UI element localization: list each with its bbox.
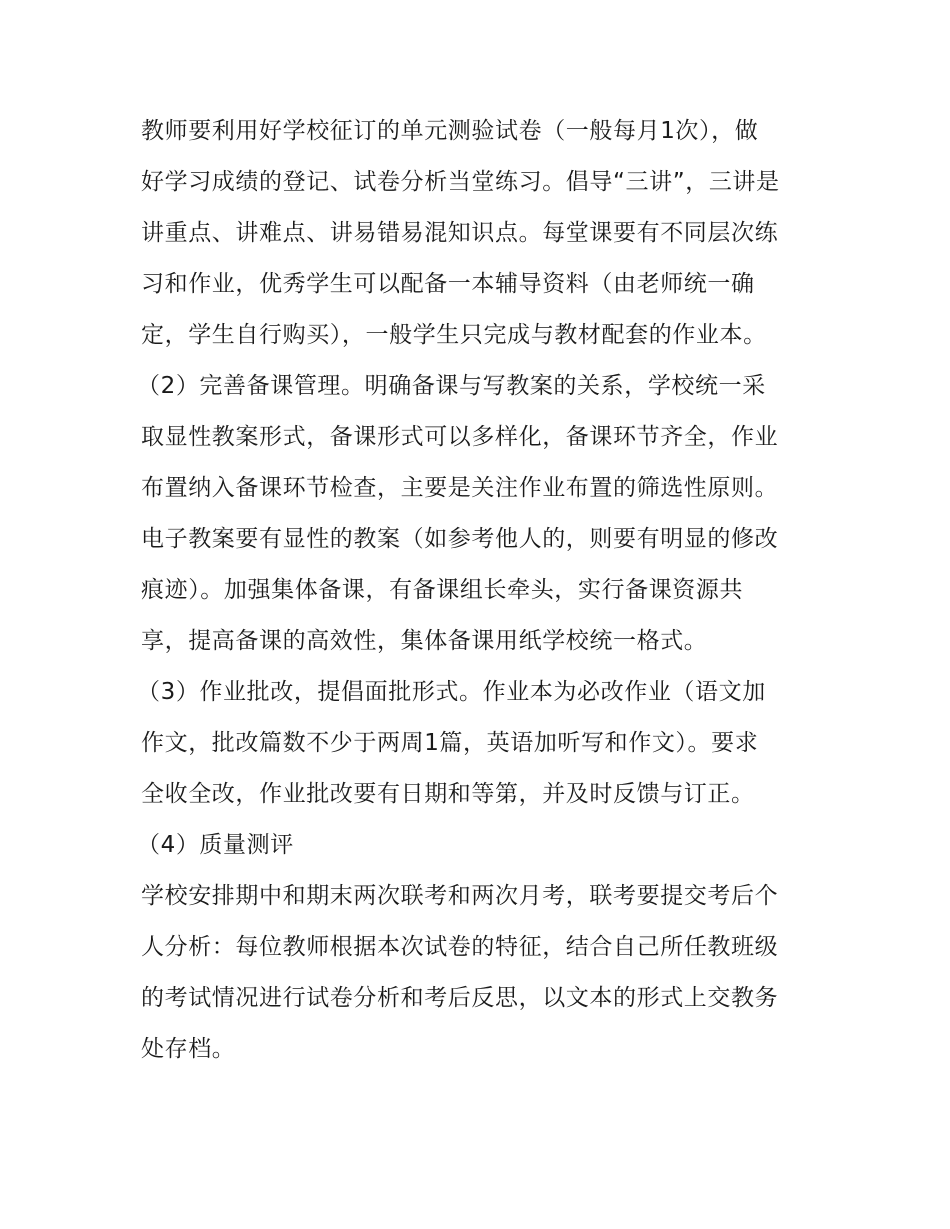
- text-line: 痕迹）。加强集体备课，有备课组长牵头，实行备课资源共: [141, 577, 744, 603]
- text-line: 学校安排期中和期末两次联考和两次月考，联考要提交考后个: [141, 883, 779, 909]
- text-line: 享，提高备课的高效性，集体备课用纸学校统一格式。: [141, 628, 708, 654]
- text-line: 取显性教案形式，备课形式可以多样化，备课环节齐全，作业: [141, 424, 779, 450]
- text-line: 人分析：每位教师根据本次试卷的特征，结合自己所任教班级: [141, 934, 779, 960]
- text-line: 布置纳入备课环节检查，主要是关注作业布置的筛选性原则。: [141, 475, 779, 501]
- section-heading-line: （2）完善备课管理。明确备课与写教案的关系，学校统一采: [137, 373, 766, 399]
- text-line: 作文，批改篇数不少于两周1篇，英语加听写和作文）。要求: [141, 730, 759, 756]
- text-line: 电子教案要有显性的教案（如参考他人的，则要有明显的修改: [141, 526, 779, 552]
- text-line: 习和作业，优秀学生可以配备一本辅导资料（由老师统一确: [141, 271, 755, 297]
- text-line: 定，学生自行购买），一般学生只完成与教材配套的作业本。: [141, 322, 767, 348]
- text-line: 全收全改，作业批改要有日期和等第，并及时反馈与订正。: [141, 781, 755, 807]
- text-line: 的考试情况进行试卷分析和考后反思，以文本的形式上交教务: [141, 985, 779, 1011]
- text-line: 处存档。: [141, 1036, 236, 1062]
- section-heading-line: （3）作业批改，提倡面批形式。作业本为必改作业（语文加: [137, 679, 766, 705]
- text-line: 讲重点、讲难点、讲易错易混知识点。每堂课要有不同层次练: [141, 220, 779, 246]
- text-line: 好学习成绩的登记、试卷分析当堂练习。倡导“三讲”，三讲是: [141, 169, 780, 195]
- text-line: 教师要利用好学校征订的单元测验试卷（一般每月1次），做: [141, 118, 759, 144]
- section-heading-line: （4）质量测评: [137, 832, 294, 858]
- document-body: [137, 106, 821, 1075]
